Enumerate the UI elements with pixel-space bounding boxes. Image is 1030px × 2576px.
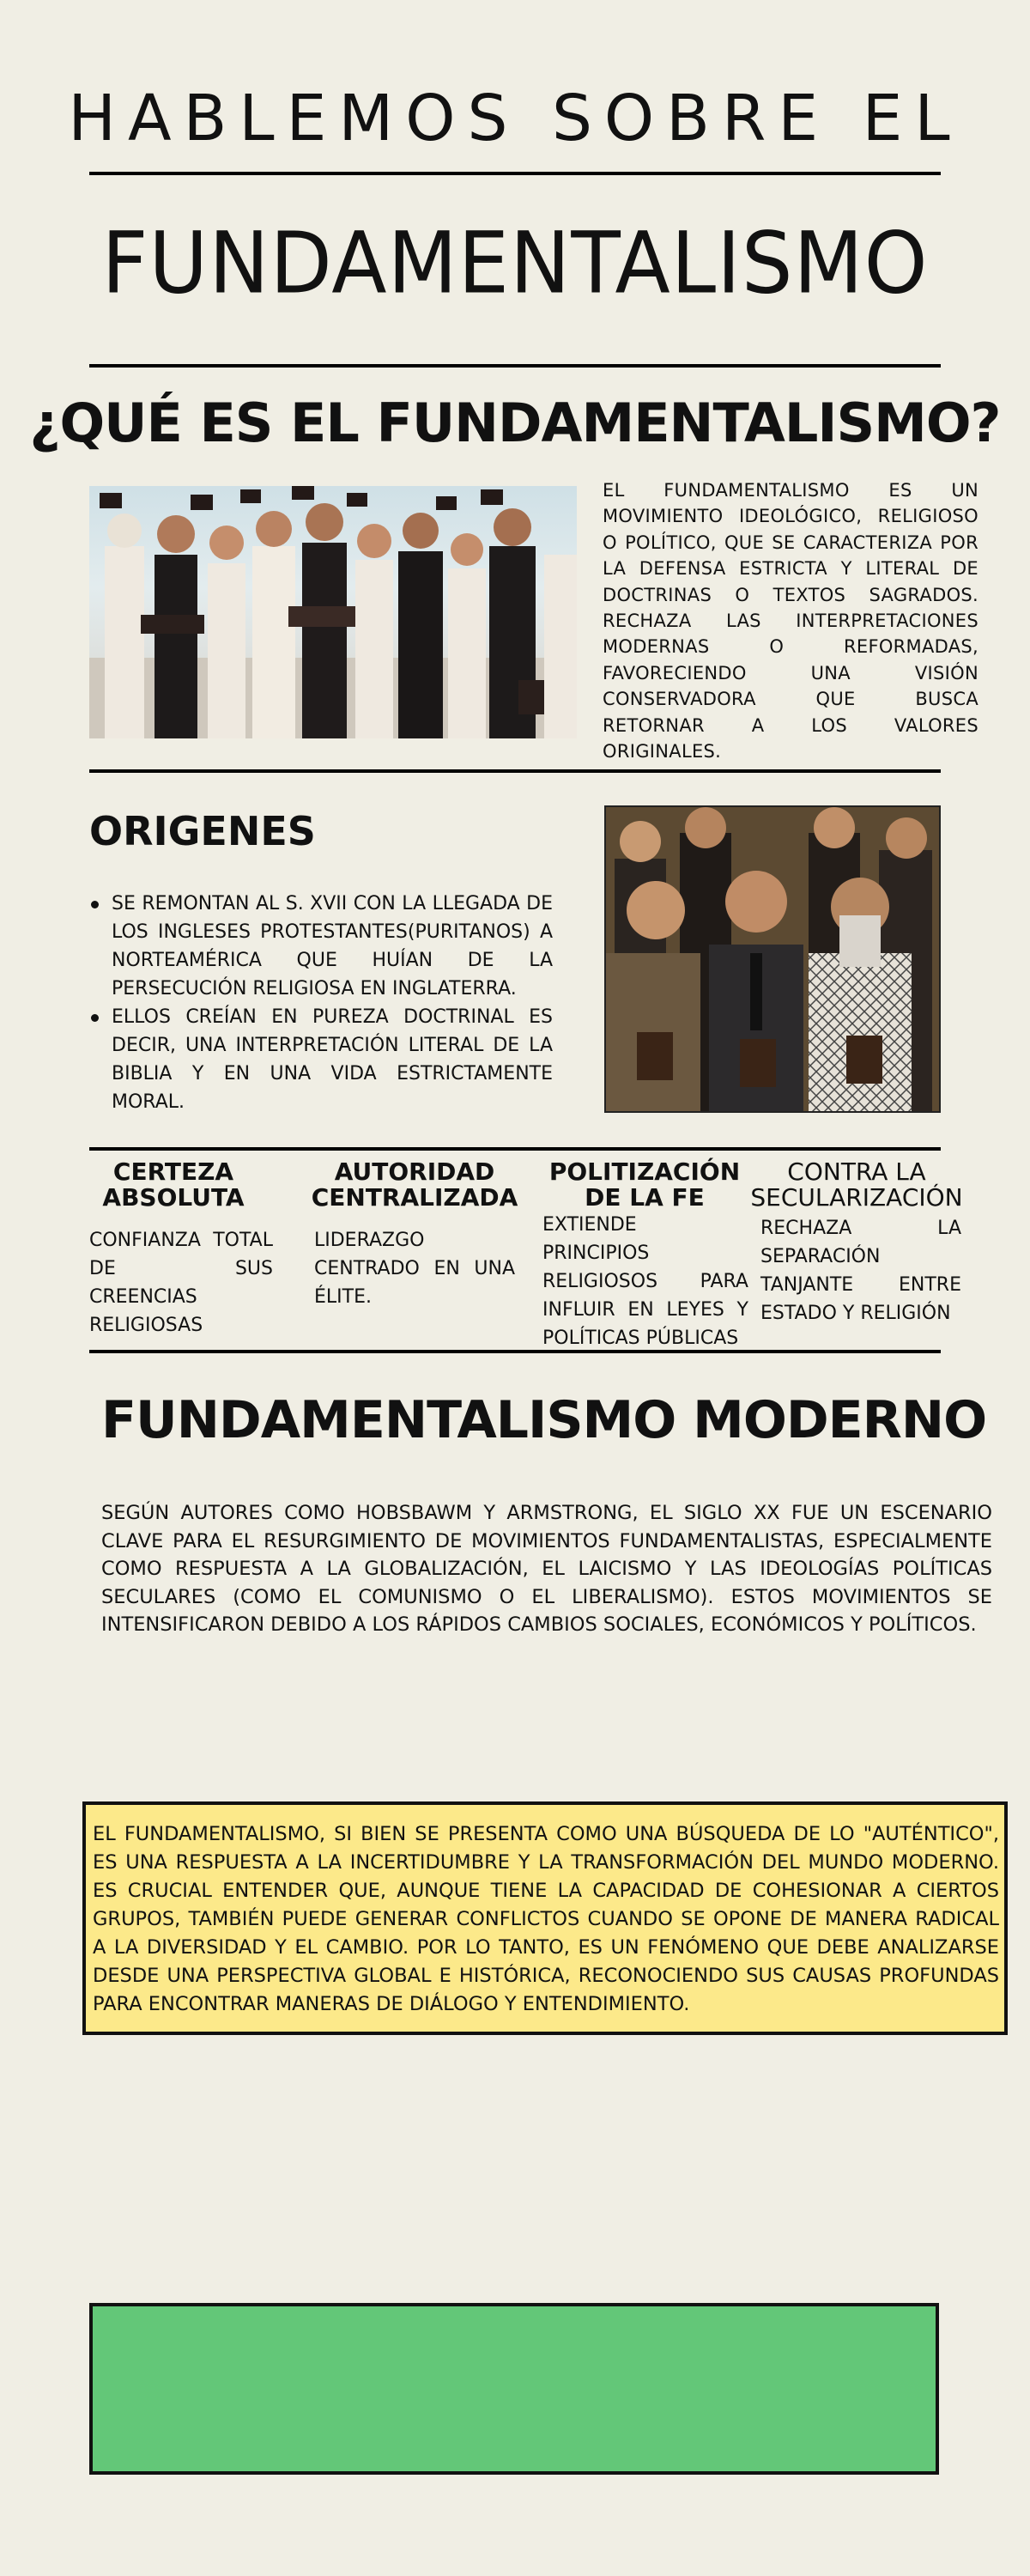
title-divider-bottom	[89, 364, 941, 368]
section-heading-origenes: ORIGENES	[89, 808, 316, 854]
conclusion-box: EL FUNDAMENTALISMO, SI BIEN SE PRESENTA COMO UNA BÚSQUEDA DE LO "AUTÉNTICO", ES UNA RESPUESTA A LA INCERTIDUMBRE Y LA TRANSFORMACIÓN DEL MUNDO MODERNO. ES CRUCIAL ENTENDER QUE, AUNQUE TIENE LA CAPACIDAD DE COHESIONAR A CIERTOS GRUPOS, TAMBIÉN PUEDE GENERAR CONFLICTOS CUANDO SE OPONE DE MANERA RADICAL A LA DIVERSIDAD Y EL CAMBIO. POR LO TANTO, ES UN FENÓMENO QUE DEBE ANALIZARSE DESDE UNA PERSPECTIVA GLOBAL E HISTÓRICA, RECONOCIENDO SUS CAUSAS PROFUNDAS PARA ENCONTRAR MANERAS DE DIÁLOGO Y ENTENDIMIENTO.	[82, 1801, 1008, 2035]
section-divider-3	[89, 1350, 941, 1353]
origenes-list	[89, 890, 553, 1116]
feature-title-politizacion: POLITIZACIÓN DE LA FE	[548, 1157, 741, 1212]
page-title: FUNDAMENTALISMO	[101, 215, 929, 313]
procession-image	[89, 486, 577, 738]
section-heading-que-es: ¿QUÉ ES EL FUNDAMENTALISMO?	[29, 392, 1001, 454]
feature-title-certeza: CERTEZA ABSOLUTA	[102, 1157, 245, 1212]
section-divider-1	[89, 769, 941, 773]
moderno-text: SEGÚN AUTORES COMO HOBSBAWM Y ARMSTRONG, EL SIGLO XX FUE UN ESCENARIO CLAVE PARA EL RESURGIMIENTO DE MOVIMIENTOS FUNDAMENTALISTAS, ESPECIALMENTE COMO RESPUESTA A LA GLOBALIZACIÓN, EL LAICISMO Y LAS IDEOLOGÍAS POLÍTICAS SECULARES (COMO EL COMUNISMO O EL LIBERALISMO). ESTOS MOVIMIENTOS SE INTENSIFICARON DEBIDO A LOS RÁPIDOS CAMBIOS SOCIALES, ECONÓMICOS Y POLÍTICOS.	[101, 1502, 992, 1637]
title-top: HABLEMOS SOBRE EL	[68, 82, 962, 155]
feature-text-politizacion: EXTIENDE PRINCIPIOS RELIGIOSOS PARA INFLUIR EN LEYES Y POLÍTICAS PÚBLICAS	[542, 1214, 748, 1349]
feature-text-certeza: CONFIANZA TOTAL DE SUS CREENCIAS RELIGIOSAS	[89, 1230, 273, 1336]
que-es-text: EL FUNDAMENTALISMO ES UN MOVIMIENTO IDEOLÓGICO, RELIGIOSO O POLÍTICO, QUE SE CARACTERIZA POR LA DEFENSA ESTRICTA Y LITERAL DE DOCTRINAS O TEXTOS SAGRADOS. RECHAZA LAS INTERPRETACIONES MODERNAS O REFORMADAS, FAVORECIENDO UNA VISIÓN CONSERVADORA QUE BUSCA RETORNAR A LOS VALORES ORIGINALES.	[603, 480, 978, 762]
section-divider-2	[89, 1147, 941, 1151]
section-heading-moderno: FUNDAMENTALISMO MODERNO	[101, 1390, 987, 1450]
title-divider-top	[89, 172, 941, 175]
list-item: ELLOS CREÍAN EN PUREZA DOCTRINAL ES DECIR, UNA INTERPRETACIÓN LITERAL DE LA BIBLIA Y EN UNA VIDA ESTRICTAMENTE MORAL.	[89, 1003, 553, 1116]
feature-title-secularizacion: CONTRA LA SECULARIZACIÓN	[750, 1157, 963, 1212]
feature-text-secularizacion: RECHAZA LA SEPARACIÓN TANJANTE ENTRE ESTADO Y RELIGIÓN	[760, 1218, 961, 1324]
leaders-image	[604, 805, 941, 1113]
feature-text-autoridad: LIDERAZGO CENTRADO EN UNA ÉLITE.	[314, 1230, 515, 1308]
feature-title-autoridad: AUTORIDAD CENTRALIZADA	[311, 1157, 518, 1212]
green-box	[89, 2303, 939, 2475]
list-item: SE REMONTAN AL S. XVII CON LA LLEGADA DE LOS INGLESES PROTESTANTES(PURITANOS) A NORTEAMÉRICA QUE HUÍAN DE LA PERSECUCIÓN RELIGIOSA EN INGLATERRA.	[89, 890, 553, 1003]
